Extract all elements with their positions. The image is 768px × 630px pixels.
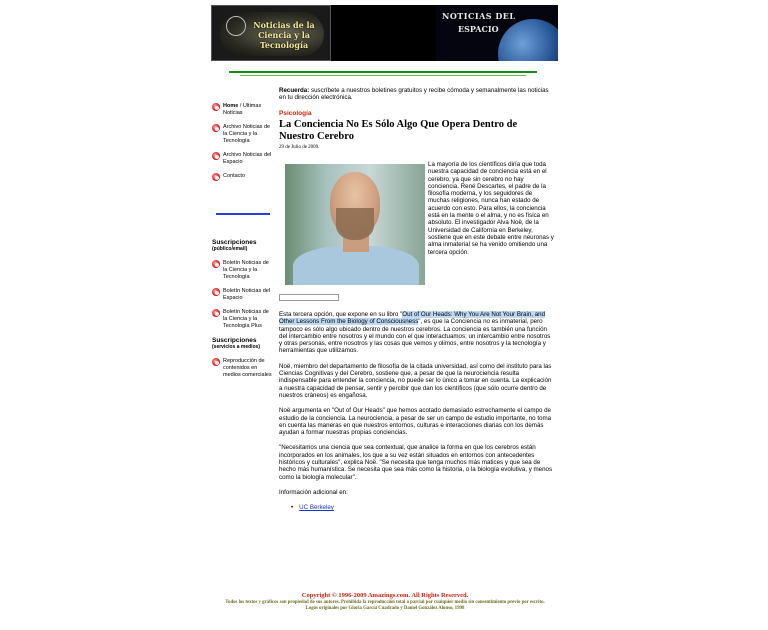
sidebar-divider [216, 213, 270, 215]
earth-icon [498, 19, 558, 61]
bullet-icon [212, 152, 220, 160]
sidebar-nav [212, 103, 274, 187]
bullet-icon [212, 309, 220, 317]
sidebar-item-contacto[interactable] [212, 173, 274, 180]
logo-text: Noticias de la Ciencia y la Tecnología [253, 20, 315, 50]
uc-berkeley-link[interactable]: UC Berkeley [299, 504, 334, 512]
logo-espacio-line1: NOTICIAS DEL [442, 11, 516, 21]
bullet-icon [212, 358, 220, 366]
article-body [279, 311, 555, 512]
logo-espacio-line2: ESPACIO [458, 24, 499, 34]
sidebar-item-label: Home [223, 103, 239, 109]
sidebar-item-label: / Ultimas Noticias [223, 103, 262, 116]
sidebar-item-label: Archivo Noticias de la Ciencia y la Tecnología [223, 124, 271, 144]
article-title: La Conciencia No Es Sólo Algo Que Opera Dentro de Nuestro Cerebro [279, 118, 518, 142]
sidebar-item-label: Boletín Noticias del Espacio [223, 288, 271, 301]
subscriptions-heading: Suscripciones [212, 337, 257, 344]
sidebar-item-reproduccion[interactable] [212, 358, 274, 379]
banner-spacer [331, 5, 436, 61]
subscriptions-subheading: (servicios a medios) [212, 344, 261, 350]
book-title-highlight: Out of Our Heads: Why You Are Not Your Brain, and Other Lessons From the Biology of Consciousness [279, 311, 546, 326]
reminder-text: suscríbete a nuestros boletines gratuitos y recibe cómoda y semanalmente las noticias en tu dirección electrónica. [279, 87, 549, 102]
bullet-icon [212, 173, 220, 181]
article-intro: La mayoría de los científicos diría que toda nuestra capacidad de conciencia está en el cerebro, ya que sin cerebro no hay conciencia. René Descartes, el padre de la filosofía moderna, y los seguidores de muchas religiones, nunca han estado de acuerdo con esto. Para ellos, la conciencia está en la mente o el alma, y no es física en absoluto. El investigador Alva Noë, de la Universidad de California en Berkeley, sostiene que en este debate entre neuronas y alma inmaterial se ha venido omitiendo una tercera opción. [428, 161, 554, 256]
section-label: Psicología [279, 109, 312, 117]
subscriptions-subheading: (público/email) [212, 246, 248, 252]
bullet-icon [212, 103, 220, 111]
copyright-text: Copyright © 1996-2009 Amazings.com. All Rights Reserved. [301, 592, 469, 599]
paragraph: "Necesitamos una ciencia que sea contextual, que analice la forma en que los cerebros están incorporados en los animales, los que a su vez están situados en entornos con antecedentes históricos y culturales", explica Noë. "Se necesita que tenga muchos más matices y que sea de hecho más humanística. Se necesita que sea más como la historia, o la biología evolutiva, y menos como la biología molecular". [279, 444, 553, 481]
bullet-icon [212, 124, 220, 132]
article-date: 29 de Julio de 2009. [279, 144, 320, 150]
rights-text: Todos los textos y gráficos son propiedad de sus autores. Prohibida la reproducción total o parcial por cualquier medio sin consentimiento previo por escrito. [225, 600, 545, 605]
divider [229, 71, 537, 73]
bullet-icon [212, 288, 220, 296]
paragraph: Noë, miembro del departamento de filosofía de la citada universidad, así como del instituto para las Ciencias Cognitivas y del Cerebro, sostiene que, a pesar de que la neurociencia resulta indispensable para entender la conciencia, no puede ser lo único a tomar en cuenta. La explicación a nuestra capacidad de pensar, sentir y percibir que dan los científicos (que sólo ocurre dentro de nuestros cráneos) es engañosa. [279, 362, 552, 399]
sidebar-item-archivo-espacio[interactable] [212, 152, 274, 166]
subscribe-reminder [279, 87, 555, 102]
paragraph: Esta tercera opción, que expone en su libro "Out of Our Heads: Why You Are Not Your Brain, and Other Lessons From the Biology of Consciousness", es que la Conciencia no es inmaterial, pero tampoco es sólo algo ubicado dentro de nuestros cerebros. La conciencia es también una función del intercambio entre nosotros y el mundo con el que interactuamos; un intercambio entre nosotros y otras personas, entre nosotros y las cosas que vemos y olimos, entre nosotros y la tecnología y herramientas que utilizamos. [279, 311, 551, 355]
paragraph: Noë argumenta en "Out of Our Heads" que hemos acotado demasiado estrechamente el campo de estudio de la conciencia. La neurociencia, a pesar de ser un campo de estudio importante, no toma en cuenta las maneras en que nuestros entornos, culturas e interacciones diarias con los demás ayudan a formar nuestras propias conciencias. [279, 407, 552, 437]
info-list-item [291, 504, 555, 511]
logos-credit: Logos originales por Gloria García Cuadrado y Daniel González Alonso, 1998 [305, 606, 465, 611]
sidebar-subscriptions [212, 239, 274, 386]
sidebar-item-label: Contacto [223, 173, 246, 179]
sidebar-item-label: Archivo Noticias del Espacio [223, 152, 272, 165]
sidebar-item-boletin-ciencia[interactable] [212, 260, 274, 281]
subscriptions-heading: Suscripciones [212, 239, 257, 246]
sidebar-item-boletin-espacio[interactable] [212, 288, 274, 302]
sidebar-item-boletin-plus[interactable] [212, 309, 274, 330]
article [279, 87, 555, 512]
photo-caption-box [279, 294, 339, 301]
info-label: Información adicional en: [279, 488, 348, 496]
sidebar-item-label: Boletín Noticias de la Ciencia y la Tecnología Plus [223, 309, 269, 329]
sidebar-item-home[interactable] [212, 103, 274, 117]
sidebar-item-archivo-ciencia[interactable] [212, 124, 274, 145]
reminder-label: Recuerda: [279, 87, 310, 94]
divider [240, 75, 526, 76]
sidebar-item-label: Boletín Noticias de la Ciencia y la Tecnología [223, 260, 269, 280]
footer [211, 592, 559, 612]
bullet-icon [212, 260, 220, 268]
site-logo-ciencia[interactable] [211, 5, 331, 61]
sidebar-item-label: Reproducción de contenidos en medios comerciales [223, 358, 272, 378]
article-photo [285, 164, 425, 285]
site-logo-espacio[interactable] [436, 5, 558, 61]
